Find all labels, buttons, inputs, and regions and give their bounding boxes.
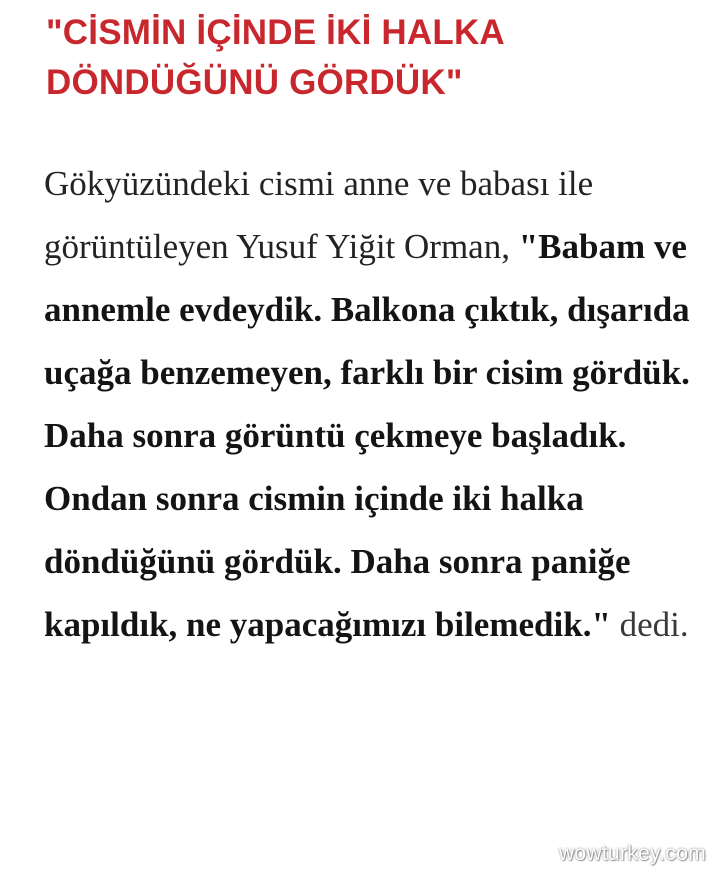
page-title: "CİSMİN İÇİNDE İKİ HALKA DÖNDÜĞÜNÜ GÖRDÜK" [46,13,504,102]
article-body [44,152,692,656]
article-quote-text: "Babam ve annemle evdeydik. Balkona çıktık, dışarıda uçağa benzemeyen, farklı bir cisim gördük. Daha sonra görüntü çekmeye başladık. Ondan sonra cismin içinde iki halka döndüğünü gördük. Daha sonra paniğe kapıldık, ne yapacağımızı bilemedik." [44,227,690,644]
article-lead-text: Gökyüzündeki cismi anne ve babası ile görüntüleyen Yusuf Yiğit Orman, [44,164,594,266]
article-attribution-text: dedi. [610,605,689,644]
watermark: wowturkey.com [558,842,706,865]
